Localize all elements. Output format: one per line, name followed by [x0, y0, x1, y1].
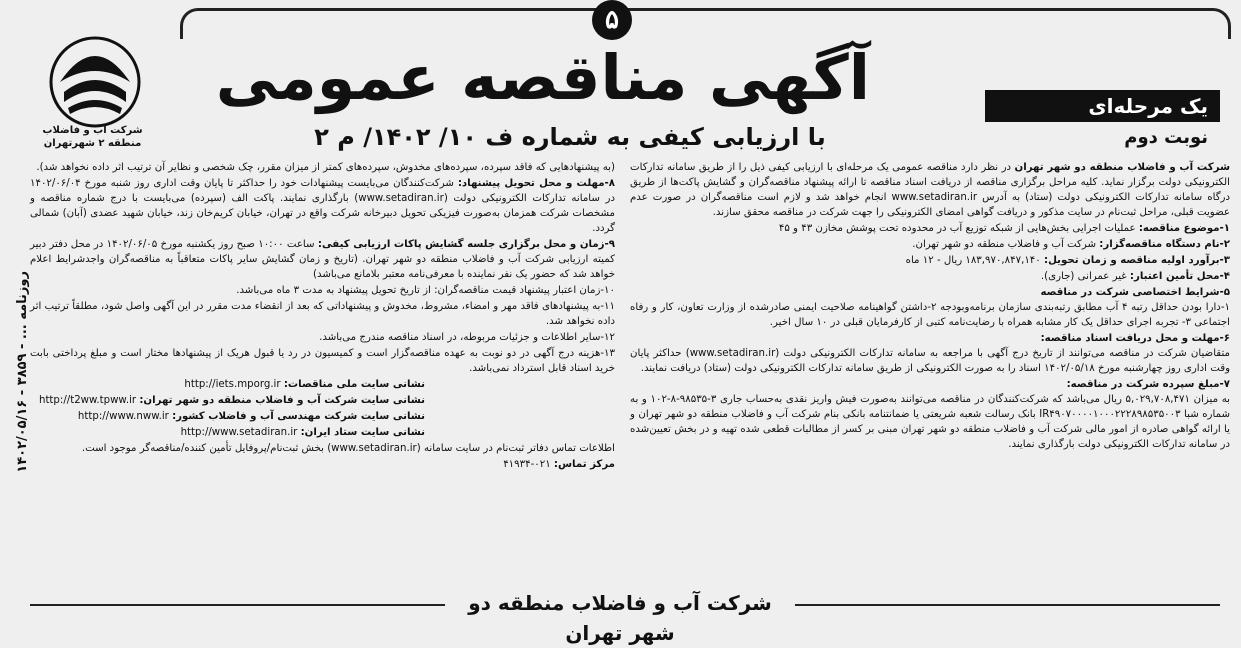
intro-company: شرکت آب و فاضلاب منطقه دو شهر تهران	[1014, 162, 1230, 173]
item-9-label: ۹-زمان و محل برگزاری جلسه گشایش پاکات ارزیابی کیفی:	[317, 239, 615, 250]
intro-text: در نظر دارد مناقصه عمومی یک مرحله‌ای با ارزیابی کیفی ذیل را از طریق سامانه تدارکات الکترونیکی دولت برگزار نماید. کلیه مراحل برگزاری مناقصه از دریافت اسناد مناقصه تا ارائه پیشنهاد مناقصه‌گران و گشایش پاکت‌ها از طریق درگاه سامانه تدارکات الکترونیکی دولت (ستاد) به آدرس www.setadiran.ir انجام خواهد شد و لازم است مناقصه‌گران در صورت عدم عضویت قبلی، مراحل ثبت‌نام در سایت مذکور و دریافت گواهی امضای الکترونیکی را جهت شرکت در مناقصه محقق سازند.	[630, 162, 1230, 218]
site-setad-link[interactable]: http://www.setadiran.ir	[180, 427, 298, 438]
contact-center	[30, 457, 615, 472]
item-9-text: ساعت ۱۰:۰۰ صبح روز یکشنبه مورخ ۱۴۰۲/۰۶/۰۵ در محل دفتر دبیر کمیته ارزیابی شرکت آب و فاضلاب منطقه دو شهر تهران. (تاریخ و زمان گشایش سایر پاکات متعاقباً به مناقصه‌گران واجدشرایط اعلام خواهد شد که حضور یک نفر نماینده با معرفی‌نامه معتبر بلامانع می‌باشد)	[30, 239, 615, 280]
item-7-label: ۷-مبلغ سپرده شرکت در مناقصه:	[1066, 379, 1230, 390]
item-4-label: ۴-محل تأمین اعتبار:	[1129, 271, 1230, 282]
logo-line-1: شرکت آب و فاضلاب	[42, 125, 143, 136]
item-11: ۱۱-به پیشنهادهای فاقد مهر و امضاء، مشروط، مخدوش و پیشنهاداتی که بعد از انقضاء مدت مقرر در این آگهی واصل شود، مطلقاً ترتیب اثر داده نخواهد شد.	[30, 301, 615, 327]
item-9	[30, 237, 615, 282]
intro-paragraph	[630, 160, 1230, 220]
item-1-label: ۱-موضوع مناقصه:	[1138, 223, 1230, 234]
left-column	[30, 160, 615, 592]
item-4-text: غیر عمرانی (جاری).	[1040, 271, 1127, 282]
item-12: ۱۲-سایر اطلاعات و جزئیات مربوطه، در اسناد مناقصه مندرج می‌باشد.	[319, 332, 615, 343]
company-logo-icon	[40, 30, 150, 130]
contact-info: اطلاعات تماس دفاتر ثبت‌نام در سایت سامانه (www.setadiran.ir) بخش ثبت‌نام/پروفایل تأمین کننده/مناقصه‌گر موجود است.	[81, 443, 615, 454]
item-6-text: متقاضیان شرکت در مناقصه می‌توانند از تاریخ درج آگهی با مراجعه به سامانه تدارکات الکترونیکی دولت (www.setadiran.ir) حداکثر پایان وقت اداری روز چهارشنبه مورخ ۱۴۰۲/۰۵/۱۸ اسناد را به صورت الکترونیکی از طریق سامانه تدارکات الکترونیکی دولت (ستاد) دریافت نمایند.	[630, 348, 1230, 374]
site-national-link[interactable]: http://iets.mporg.ir	[184, 379, 281, 390]
site-national	[30, 377, 425, 392]
site-nww-label: نشانی سایت شرکت مهندسی آب و فاضلاب کشور:	[172, 411, 425, 422]
item-2-label: ۲-نام دستگاه مناقصه‌گزار:	[1099, 239, 1230, 250]
logo-caption	[10, 124, 175, 150]
item-5-label: ۵-شرایط اختصاصی شرکت در مناقصه	[1040, 287, 1230, 298]
site-company-link[interactable]: http://t2ww.tpww.ir	[38, 395, 137, 406]
item-1-text: عملیات اجرایی بخش‌هایی از شبکه توزیع آب در محدوده تحت پوشش مخازن ۴۳ و ۴۵	[778, 223, 1136, 234]
site-national-label: نشانی سایت ملی مناقصات:	[283, 379, 425, 390]
continuation-note: (به پیشنهادهایی که فاقد سپرده، سپرده‌های مخدوش، سپرده‌های کمتر از میزان مقرر، چک شخصی و نظایر آن ترتیب اثر داده نخواهد شد).	[36, 162, 615, 173]
contact-center-label: مرکز تماس:	[553, 459, 615, 470]
item-6-label: ۶-مهلت و محل دریافت اسناد مناقصه:	[1040, 333, 1230, 344]
top-frame	[180, 8, 1231, 39]
newspaper-strip: روزنامه ... - ۳۸۵۹ - ۱۴۰۲/۰۵/۱۶	[15, 271, 30, 473]
round-label: نوبت دوم	[1124, 127, 1208, 148]
item-10: ۱۰-زمان اعتبار پیشنهاد قیمت مناقصه‌گران: از تاریخ تحویل پیشنهاد به مدت ۳ ماه می‌باشد.	[236, 285, 615, 296]
tender-number: با ارزیابی کیفی به شماره ف ۱۰/ ۱۴۰۲/ م ۲	[314, 123, 826, 151]
footer-company-name: شرکت آب و فاضلاب منطقه دو شهر تهران	[445, 588, 795, 618]
site-setad-label: نشانی سایت ستاد ایران:	[300, 427, 425, 438]
site-nww	[30, 409, 425, 424]
item-7-text: به میزان ۵,۰۲۹,۷۰۸,۴۷۱ ریال می‌باشد که شرکت‌کنندگان در مناقصه می‌توانند به‌صورت فیش واریز نقدی به‌حساب جاری ۳-۹۸۵۳۵-۸-۱۰۲ و به شماره شبا IR۴۹۰۷۰۰۰۰۱۰۰۰۲۲۲۸۹۸۵۳۵۰۰۳ بانک رسالت شعبه شریعتی یا ضمانتنامه بانکی بنام شرکت آب و فاضلاب منطقه دو شهر تهران و یا ارائه گواهی صادره از امور مالی شرکت آب و فاضلاب منطقه دو شهر تهران مبنی بر کسر از مطالبات قطعی شده تهیه و در بخش تعیین‌شده در سامانه تدارکات الکترونیکی دولت بارگذاری نمایند.	[630, 394, 1230, 450]
stage-label: یک مرحله‌ای	[985, 90, 1220, 122]
site-company	[30, 393, 425, 408]
item-3-text: ۱۸۳,۹۷۰,۸۴۷,۱۴۰ ریال - ۱۲ ماه	[905, 255, 1041, 266]
item-8-text: شرکت‌کنندگان می‌بایست پیشنهادات خود را حداکثر تا پایان وقت اداری روز شنبه مورخ ۱۴۰۲/۰۶/۰۴ در سامانه تدارکات الکترونیکی دولت (www.setadiran.ir) بارگذاری نمایند. پاکت الف (سپرده) می‌بایست با درج شماره مناقصه و مشخصات شرکت همزمان به‌صورت فیزیکی تحویل دبیرخانه شرکت واقع در تهران، خیابان کریم‌خان زند، خیابان شهید عضدی (آبان) شمالی گردد.	[30, 178, 615, 234]
item-7	[630, 377, 1230, 452]
contact-center-number: ۰۲۱-۴۱۹۳۴	[503, 459, 551, 470]
right-column	[630, 160, 1230, 592]
item-4	[630, 269, 1230, 284]
item-6	[630, 331, 1230, 376]
item-2-text: شرکت آب و فاضلاب منطقه دو شهر تهران.	[912, 239, 1097, 250]
websites-block	[30, 377, 615, 440]
issue-number-badge: ۵	[592, 0, 632, 40]
site-nww-link[interactable]: http://www.nww.ir	[77, 411, 169, 422]
item-3	[630, 253, 1230, 268]
item-5	[630, 285, 1230, 330]
item-3-label: ۳-برآورد اولیه مناقصه و زمان تحویل:	[1044, 255, 1230, 266]
item-5-text: ۱-دارا بودن حداقل رتبه ۴ آب مطابق رتبه‌بندی سازمان برنامه‌وبودجه ۲-داشتن گواهینامه صلاحیت ایمنی صادرشده از وزارت تعاون، کار و رفاه اجتماعی ۳- تجربه اجرای حداقل یک کار مشابه همراه با رضایت‌نامه کتبی از کارفرمایان قبلی در ۱۰ سال اخیر.	[630, 302, 1230, 328]
item-8	[30, 176, 615, 236]
page-title: آگهی مناقصه عمومی	[215, 41, 870, 114]
logo-line-2: منطقه ۲ شهرتهران	[43, 138, 142, 149]
item-1	[630, 221, 1230, 236]
item-8-label: ۸-مهلت و محل تحویل پیشنهاد:	[457, 178, 615, 189]
item-13: ۱۳-هزینه درج آگهی در دو نوبت به عهده مناقصه‌گزار است و کمیسیون در رد یا قبول هریک از پیشنهادها مختار است و مبلغ پرداختی بابت خرید اسناد قابل استرداد نمی‌باشد.	[30, 348, 615, 374]
site-setad	[30, 425, 425, 440]
site-company-label: نشانی سایت شرکت آب و فاضلاب منطقه دو شهر تهران:	[139, 395, 425, 406]
item-2	[630, 237, 1230, 252]
